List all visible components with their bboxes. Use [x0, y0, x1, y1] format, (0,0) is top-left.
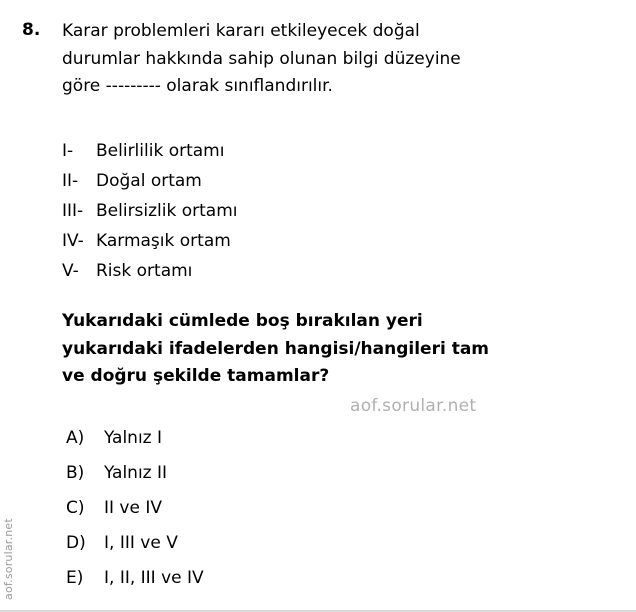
option-label: D) [66, 532, 86, 553]
list-item [62, 167, 542, 197]
question-prompt-line: yukarıdaki ifadelerden hangisi/hangileri tam [62, 338, 490, 359]
option-text: I, III ve V [104, 532, 178, 553]
list-item [62, 197, 542, 227]
roman-label: V- [62, 260, 79, 281]
question-stem-line: durumlar hakkında sahip olunan bilgi düzeyine [62, 48, 461, 69]
question-prompt-line: ve doğru şekilde tamamlar? [62, 366, 330, 387]
option-label: B) [66, 462, 85, 483]
roman-list [62, 137, 542, 287]
roman-label: III- [62, 200, 84, 221]
question-number: 8. [22, 20, 41, 40]
question-stem [62, 18, 607, 101]
list-item [62, 227, 542, 257]
option-text: I, II, III ve IV [104, 567, 204, 588]
center-watermark: aof.sorular.net [350, 396, 477, 416]
answer-option-c[interactable] [66, 490, 566, 525]
question-stem-line: Karar problemleri kararı etkileyecek doğal [62, 21, 420, 41]
option-text: II ve IV [104, 497, 162, 518]
question-prompt-line: Yukarıdaki cümlede boş bırakılan yeri [62, 311, 423, 331]
list-item [62, 257, 542, 287]
answer-option-e[interactable] [66, 560, 566, 595]
answer-option-b[interactable] [66, 455, 566, 490]
option-label: E) [66, 567, 84, 588]
option-text: Yalnız II [104, 462, 168, 483]
roman-text: Karmaşık ortam [96, 230, 231, 251]
answer-options [66, 420, 566, 595]
roman-label: IV- [62, 230, 84, 251]
option-text: Yalnız I [104, 427, 163, 448]
roman-label: II- [62, 170, 79, 191]
roman-text: Risk ortamı [96, 260, 193, 281]
answer-option-a[interactable] [66, 420, 566, 455]
question-prompt [62, 308, 607, 391]
roman-label: I- [62, 141, 74, 161]
side-watermark: aof.sorular.net [2, 518, 15, 600]
roman-text: Doğal ortam [96, 170, 202, 191]
list-item [62, 137, 542, 167]
option-label: C) [66, 497, 85, 518]
roman-text: Belirsizlik ortamı [96, 200, 238, 221]
question-stem-line: göre --------- olarak sınıflandırılır. [62, 76, 333, 97]
roman-text: Belirlilik ortamı [96, 141, 225, 161]
option-label: A) [66, 427, 85, 448]
answer-option-d[interactable] [66, 525, 566, 560]
